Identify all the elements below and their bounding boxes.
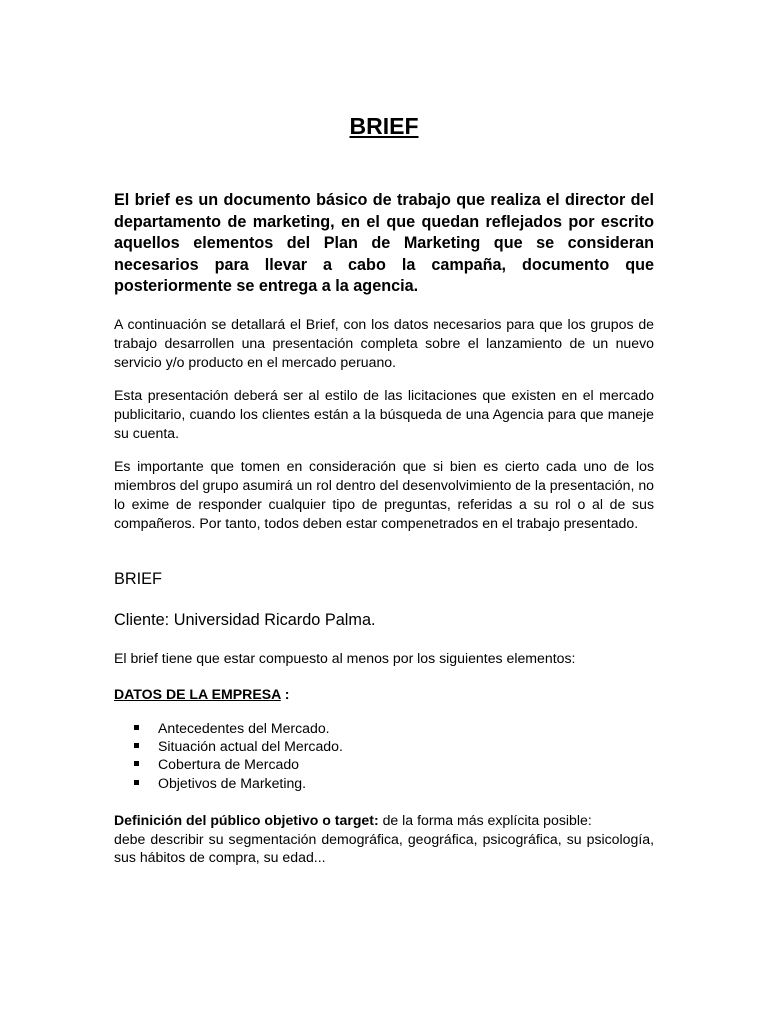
empresa-elements-list bbox=[132, 719, 343, 792]
bullet-square-icon bbox=[134, 725, 139, 730]
paragraph-2: Esta presentación deberá ser al estilo de las licitaciones que existen en el mercado publicitario, cuando los clientes están a la búsqueda de una Agencia para que maneje su cuenta. bbox=[114, 387, 654, 441]
datos-empresa-heading bbox=[114, 685, 289, 704]
target-definition-rest: debe describir su segmentación demográfica, geográfica, psicográfica, su psicología, sus hábitos de compra, su edad... bbox=[114, 830, 654, 865]
list-item-text: Objetivos de Marketing. bbox=[158, 774, 307, 791]
datos-empresa-colon: : bbox=[280, 686, 290, 702]
target-definition-line-1: de la forma más explícita posible: bbox=[378, 812, 592, 828]
paragraph-4: El brief tiene que estar compuesto al menos por los siguientes elementos: bbox=[114, 650, 576, 666]
target-definition-label: Definición del público objetivo o target: bbox=[114, 812, 379, 828]
client-heading: Cliente: Universidad Ricardo Palma. bbox=[114, 611, 376, 629]
document-title: BRIEF bbox=[349, 113, 419, 139]
list-item bbox=[132, 719, 343, 737]
list-item-text: Cobertura de Mercado bbox=[158, 756, 300, 773]
list-item bbox=[132, 755, 343, 773]
brief-heading: BRIEF bbox=[114, 570, 162, 588]
bullet-square-icon bbox=[134, 743, 139, 748]
list-item bbox=[132, 737, 343, 755]
list-item-text: Antecedentes del Mercado. bbox=[158, 720, 330, 736]
paragraph-1: A continuación se detallará el Brief, con los datos necesarios para que los grupos de trabajo desarrollen una presentación completa sobre el lanzamiento de un nuevo servicio y/o producto en el mercado peruano. bbox=[114, 316, 654, 370]
intro-paragraph: El brief es un documento básico de trabajo que realiza el director del departamento de marketing, en el que quedan reflejados por escrito aquellos elementos del Plan de Marketing que se consideran necesarios para llevar a cabo la campaña, documento que posteriormente se entrega a la agencia. bbox=[114, 191, 654, 295]
list-item bbox=[132, 774, 343, 792]
bullet-square-icon bbox=[134, 780, 139, 785]
bullet-square-icon bbox=[134, 761, 139, 766]
datos-empresa-label: DATOS DE LA EMPRESA bbox=[114, 686, 281, 702]
target-definition-paragraph bbox=[114, 811, 654, 867]
paragraph-3: Es importante que tomen en consideración que si bien es cierto cada uno de los miembros del grupo asumirá un rol dentro del desenvolvimiento de la presentación, no lo exime de responder cualquier tipo de preguntas, referidas a su rol o al de sus compañeros. Por tanto, todos deben estar compenetrados en el trabajo presentado. bbox=[114, 458, 654, 531]
list-item-text: Situación actual del Mercado. bbox=[158, 738, 343, 755]
